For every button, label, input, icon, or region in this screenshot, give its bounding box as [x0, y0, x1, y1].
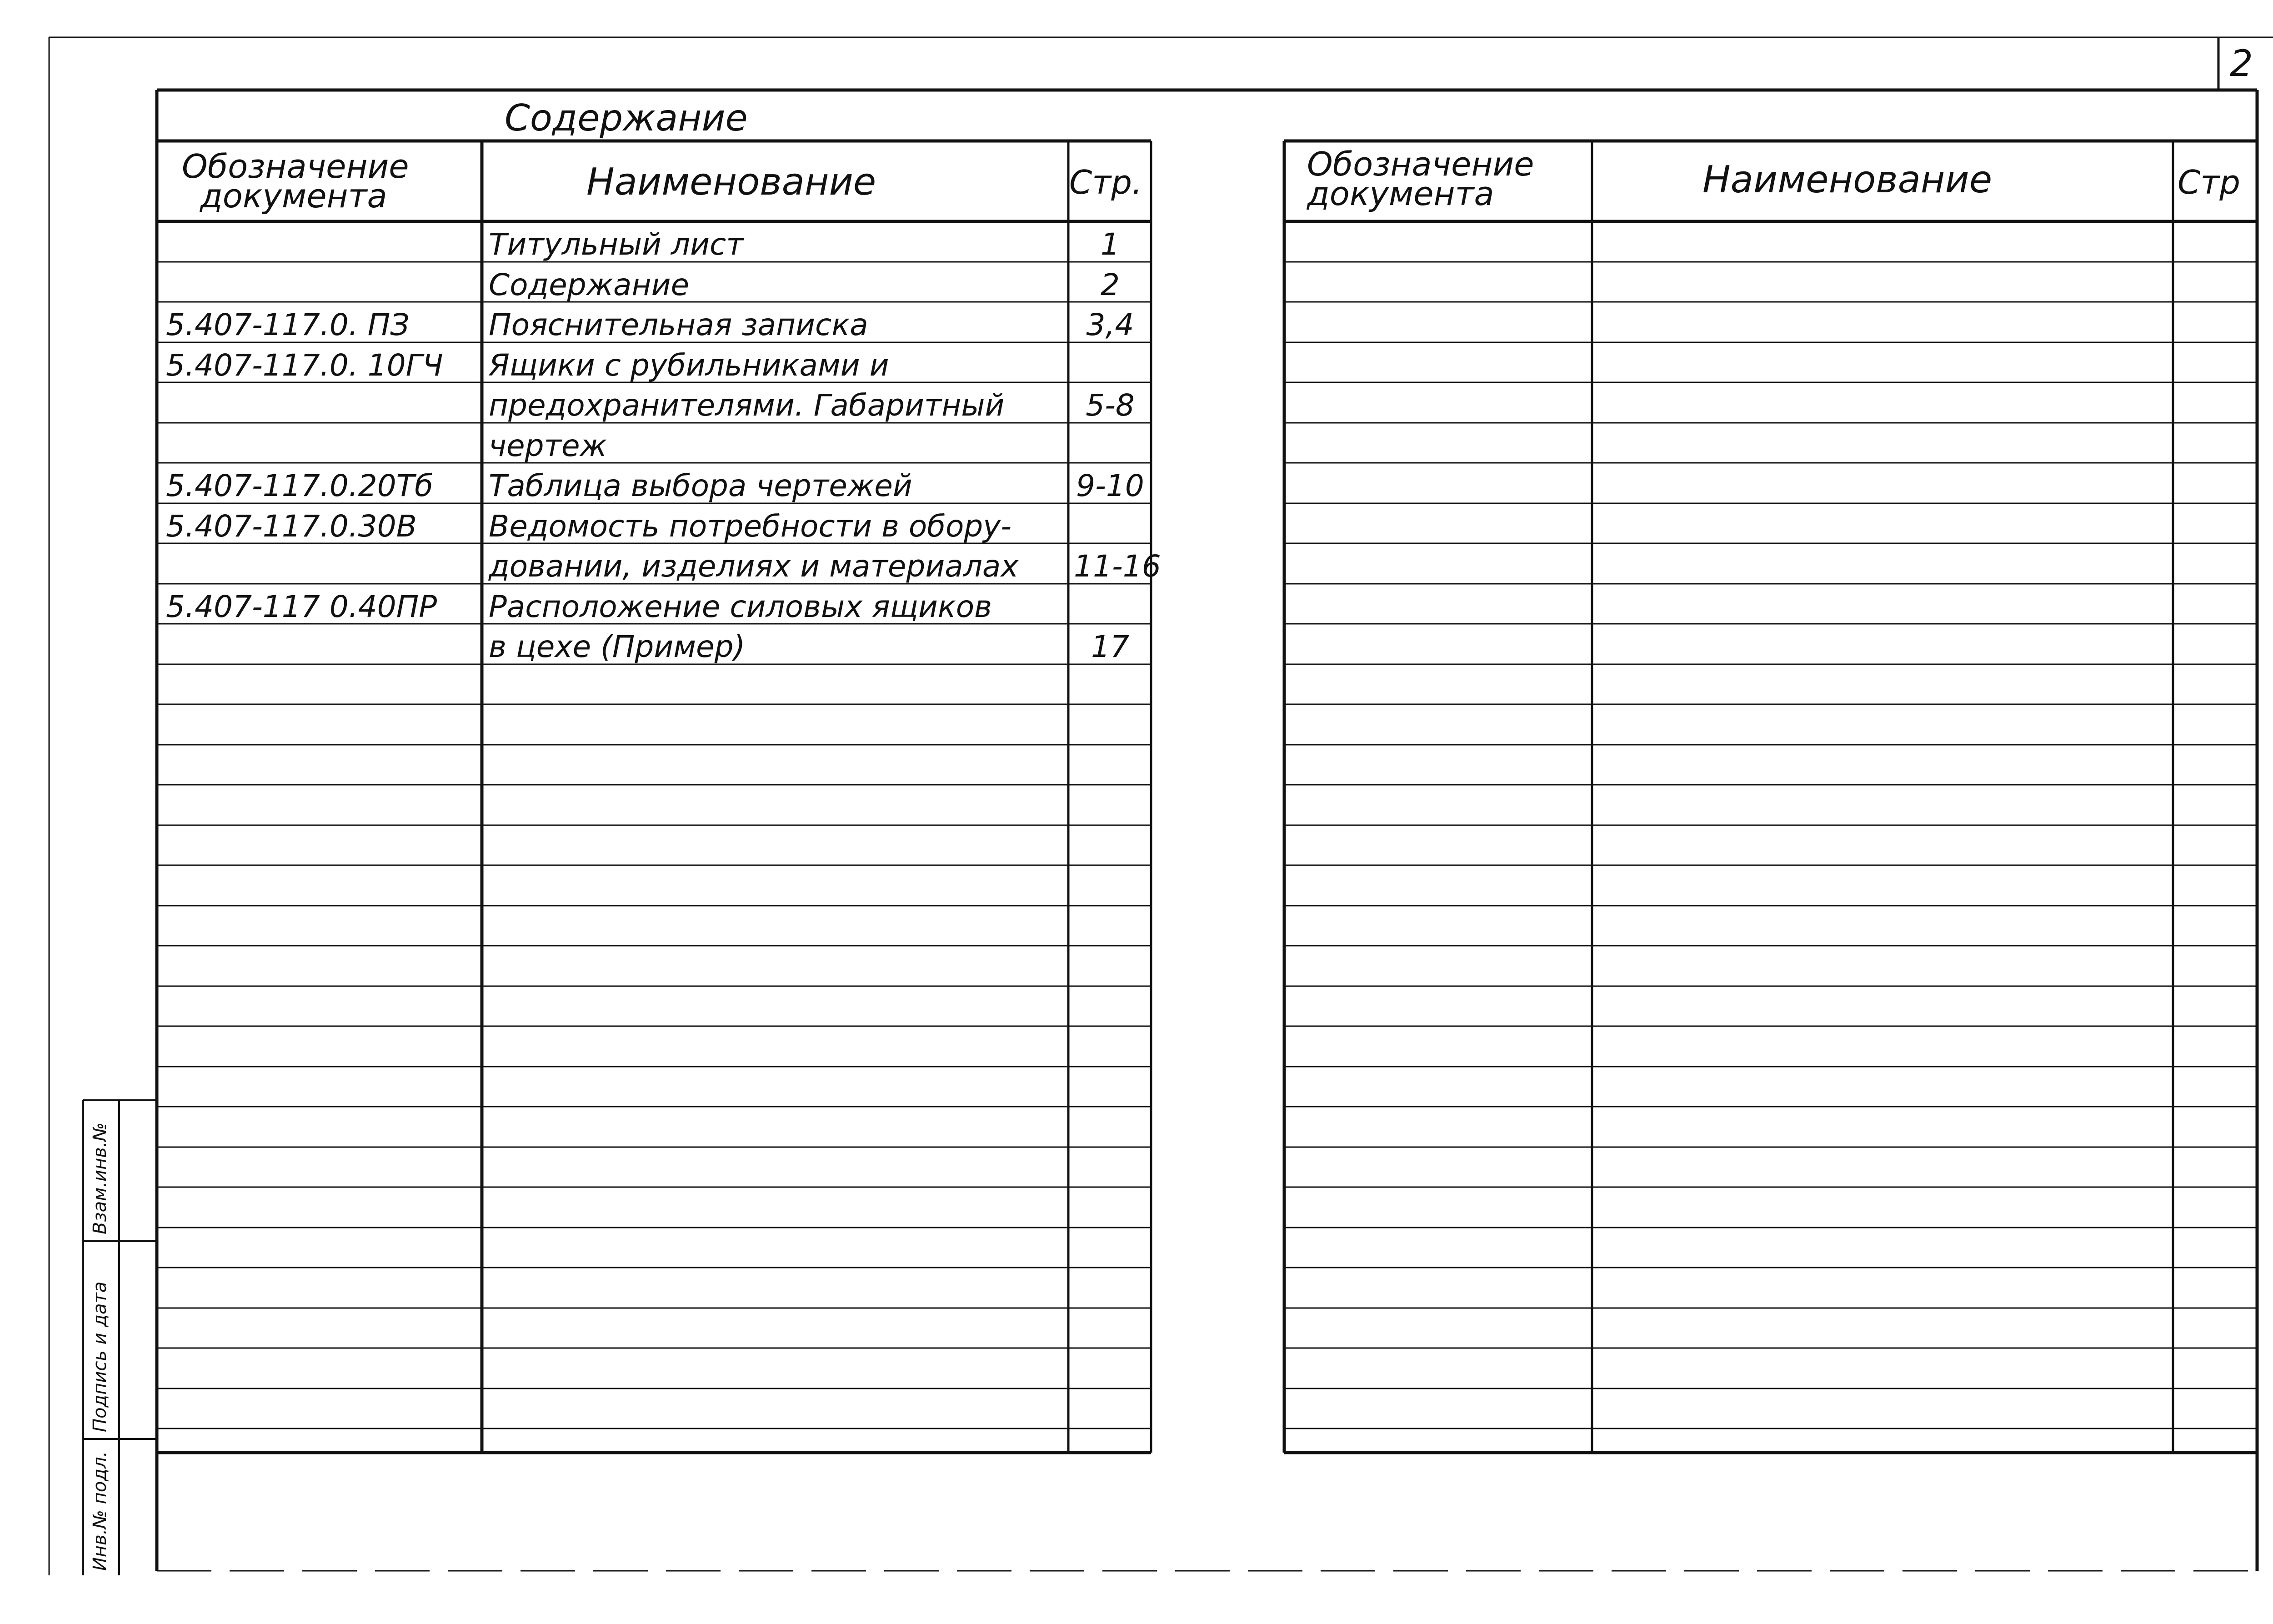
row-designation: 5.407-117.0. 10ГЧ — [166, 347, 443, 383]
header-designation-line1: Обозначение — [182, 147, 409, 185]
stamp-signature-date: Подпись и дата — [90, 1281, 110, 1432]
row-page: 3,4 — [1086, 307, 1134, 342]
row-designation: 5.407-117.0. ПЗ — [166, 307, 410, 342]
row-name: Ведомость потребности в обору- — [489, 508, 1012, 544]
page-title: Содержание — [505, 97, 748, 139]
header-designation-line2: документа — [200, 177, 387, 215]
header-page: Стр — [2178, 163, 2240, 201]
row-page: 11-16 — [1074, 549, 1161, 584]
header-name: Наименование — [586, 160, 876, 204]
row-designation: 5.407-117.0.30В — [166, 508, 417, 544]
row-page: 9-10 — [1076, 468, 1144, 503]
row-page: 17 — [1091, 629, 1129, 664]
row-name: Ящики с рубильниками и — [489, 347, 889, 383]
row-name: Титульный лист — [489, 227, 744, 262]
header-designation-line1: Обозначение — [1307, 145, 1534, 183]
row-name: предохранителями. Габаритный — [489, 388, 1005, 423]
row-name: в цехе (Пример) — [489, 629, 746, 664]
row-name: Пояснительная записка — [489, 307, 868, 342]
row-page: 2 — [1101, 267, 1120, 302]
row-name: Содержание — [489, 267, 690, 302]
row-page: 5-8 — [1086, 388, 1135, 423]
row-name: Таблица выбора чертежей — [489, 468, 912, 503]
stamp-inv-no: Инв.№ подл. — [90, 1451, 110, 1571]
row-designation: 5.407-117 0.40ПР — [166, 589, 437, 624]
row-name: довании, изделиях и материалах — [489, 549, 1019, 584]
row-name: Расположение силовых ящиков — [489, 589, 992, 624]
stamp-replaces-inv: Взам.инв.№ — [90, 1122, 110, 1234]
row-name: чертеж — [489, 428, 607, 463]
header-name: Наименование — [1702, 158, 1993, 201]
page-number: 2 — [2230, 42, 2253, 85]
header-designation-line2: документа — [1307, 175, 1494, 213]
row-designation: 5.407-117.0.20Тб — [166, 468, 433, 503]
row-page: 1 — [1101, 227, 1120, 262]
header-page: Стр. — [1069, 163, 1142, 201]
